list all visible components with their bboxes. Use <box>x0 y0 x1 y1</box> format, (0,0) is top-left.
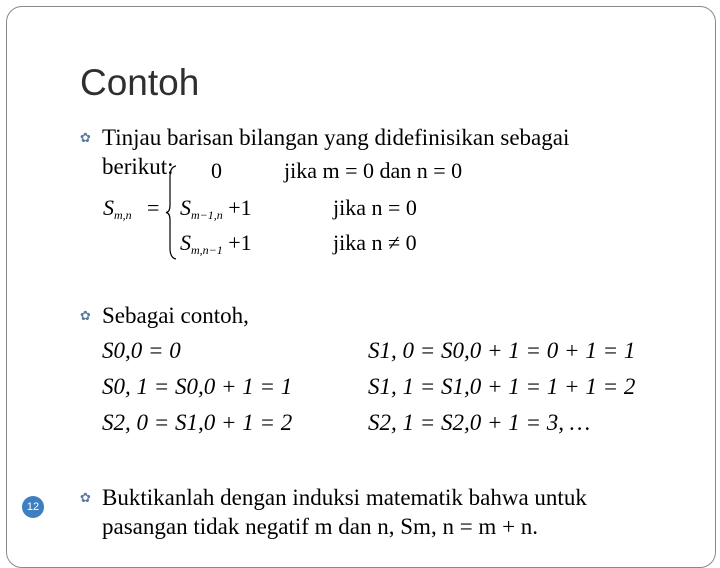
brace-icon <box>165 165 177 260</box>
page-number: 12 <box>22 496 44 518</box>
bullet-definition-line1: Tinjau barisan bilangan yang didefinisikan sebagai <box>102 125 570 150</box>
case2-value: $S_{m-1,n} +1$ <box>180 195 252 222</box>
slide-title: Contoh <box>80 62 200 103</box>
case2-condition: jika n = 0 <box>333 195 417 220</box>
bullet-proof <box>80 484 587 541</box>
case3-value: $S_{m,n-1} +1$ <box>180 230 252 257</box>
bullet-icon: ✿ <box>80 309 91 324</box>
formula-lhs: $S_{m,n}$ <box>103 195 132 222</box>
bullet-examples <box>80 302 249 331</box>
bullet-icon: ✿ <box>80 491 91 506</box>
bullet-definition-line2: berikut: <box>102 154 174 179</box>
example-left-2: S0, 1 = S0,0 + 1 = 1 <box>102 374 293 399</box>
bullet-examples-label: Sebagai contoh, <box>102 303 249 328</box>
example-right-3: S2, 1 = S2,0 + 1 = 3, … <box>368 410 591 435</box>
bullet-proof-line2: pasangan tidak negatif m dan n, Sm, n = m + n. <box>102 514 539 539</box>
bullet-proof-line1: Buktikanlah dengan induksi matematik bahwa untuk <box>102 485 587 510</box>
bullet-icon: ✿ <box>80 131 91 146</box>
formula-equals: = <box>147 195 160 220</box>
example-left-1: S0,0 = 0 <box>102 338 181 363</box>
example-left-3: S2, 0 = S1,0 + 1 = 2 <box>102 410 293 435</box>
case1-condition: jika m = 0 dan n = 0 <box>284 158 463 183</box>
case1-value: 0 <box>211 158 222 183</box>
case3-condition: jika n ≠ 0 <box>333 230 417 255</box>
example-right-1: S1, 0 = S0,0 + 1 = 0 + 1 = 1 <box>368 338 636 363</box>
example-right-2: S1, 1 = S1,0 + 1 = 1 + 1 = 2 <box>368 374 636 399</box>
